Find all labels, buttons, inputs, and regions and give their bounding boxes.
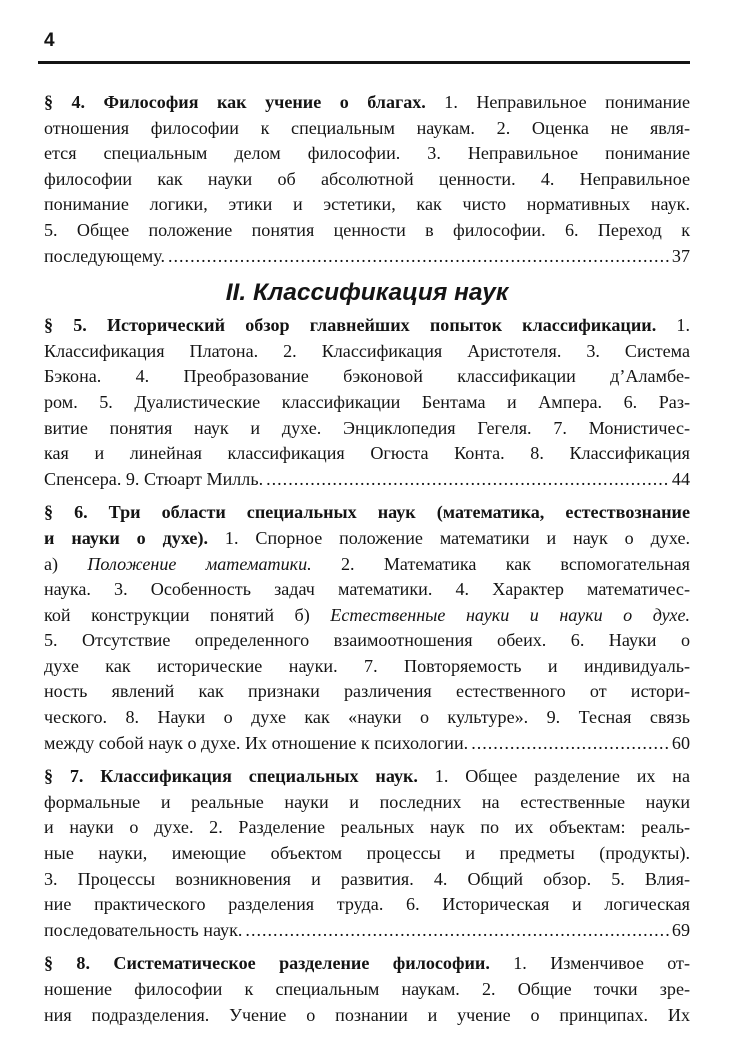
toc-line [44, 500, 690, 526]
entry-text: 1. Общее разделение их на [417, 766, 690, 787]
entry-text: ческого. 8. Науки о духе как «науки о культуре». 9. Тесная связь [44, 707, 690, 728]
entry-text: формальные и реальные науки и последних на естественные науки [44, 791, 690, 812]
toc-line [44, 815, 690, 841]
entry-heading: и науки о духе). [44, 527, 209, 548]
toc-entry [44, 500, 690, 756]
toc-line [44, 603, 690, 629]
toc-line [44, 841, 690, 867]
entry-text: Бэкона. 4. Преобразование бэконовой классификации д’Аламбе- [44, 366, 690, 387]
entries-after [44, 313, 690, 1028]
toc-line [44, 577, 690, 603]
entry-heading: § 5. Исторический обзор главнейших попыток классификации. [44, 315, 657, 336]
toc-entry [44, 90, 690, 269]
toc-line [44, 364, 690, 390]
leader-dots [266, 467, 669, 493]
entry-text: ром. 5. Дуалистические классификации Бентама и Ампера. 6. Раз- [44, 391, 690, 412]
toc-entry [44, 313, 690, 492]
entries-before [44, 90, 690, 269]
entry-page-number: 37 [671, 245, 690, 266]
entry-heading: § 4. Философия как учение о благах. [44, 92, 426, 112]
entry-heading: § 7. Классификация специальных наук. [44, 766, 418, 787]
toc-line [44, 764, 690, 790]
entry-text: философии как науки об абсолютной ценности. 4. Неправильное [44, 168, 690, 189]
entry-text: наука. 3. Особенность задач математики. 4. Характер математичес- [44, 579, 690, 600]
entry-text: а) [44, 553, 88, 574]
entry-heading: § 6. Три области специальных наук (математика, естествознание [44, 502, 690, 523]
toc-content [44, 90, 690, 1036]
toc-line [44, 679, 690, 705]
leader-dots [245, 918, 668, 944]
leader-dots [168, 244, 669, 270]
toc-line [44, 416, 690, 442]
toc-line [44, 867, 690, 893]
entry-text: Классификация Платона. 2. Классификация Аристотеля. 3. Система [44, 340, 690, 361]
toc-entry [44, 764, 690, 943]
toc-line [44, 218, 690, 244]
entry-text: Спенсера. 9. Стюарт Милль. [44, 468, 264, 489]
toc-line [44, 441, 690, 467]
entry-text: ется специальным делом философии. 3. Неправильное понимание [44, 143, 690, 164]
toc-line [44, 390, 690, 416]
toc-line [44, 167, 690, 193]
header-rule [38, 61, 690, 64]
entry-text: 1. Изменчивое от- [489, 953, 690, 974]
toc-line [44, 628, 690, 654]
entry-italic-text: Естественные науки и науки о духе. [330, 604, 690, 625]
entry-text: последовательность наук. [44, 919, 243, 940]
toc-last-line [44, 244, 690, 270]
toc-line [44, 977, 690, 1003]
page-number: 4 [44, 30, 55, 51]
toc-line [44, 339, 690, 365]
toc-line [44, 116, 690, 142]
entry-text: между собой наук о духе. Их отношение к психологии. [44, 732, 469, 753]
entry-text: витие понятия наук и духе. Энциклопедия Гегеля. 7. Монистичес- [44, 417, 690, 438]
toc-line [44, 552, 690, 578]
toc-line [44, 526, 690, 552]
toc-entry [44, 951, 690, 1028]
toc-line [44, 141, 690, 167]
entry-text: 2. Математика как вспомогательная [311, 553, 690, 574]
entry-text: кой конструкции понятий б) [44, 604, 331, 625]
toc-line [44, 654, 690, 680]
toc-last-line [44, 918, 690, 944]
toc-line [44, 313, 690, 339]
entry-text: и науки о духе. 2. Разделение реальных наук по их объектам: реаль- [44, 817, 690, 838]
entry-text: ния подразделения. Учение о познании и учение о принципах. Их [44, 1004, 690, 1025]
entry-text: ние практического разделения труда. 6. Историческая и логическая [44, 894, 690, 915]
entry-text: ные науки, имеющие объектом процессы и предметы (продукты). [44, 843, 690, 864]
entry-text: кая и линейная классификация Огюста Конта. 8. Классификация [44, 443, 690, 464]
entry-text: духе как исторические науки. 7. Повторяемость и индивидуаль- [44, 655, 690, 676]
leader-dots [471, 731, 669, 757]
toc-line [44, 892, 690, 918]
entry-text: понимание логики, этики и эстетики, как чисто нормативных наук. [44, 194, 690, 215]
entry-italic-text: Положение математики. [87, 553, 312, 574]
entry-text: 3. Процессы возникновения и развития. 4. Общий обзор. 5. Влия- [44, 868, 690, 889]
entry-text: 1. Неправильное понимание [425, 92, 690, 112]
entry-text: 5. Общее положение понятия ценности в философии. 6. Переход к [44, 219, 690, 240]
toc-line [44, 790, 690, 816]
toc-line [44, 705, 690, 731]
toc-line [44, 192, 690, 218]
entry-text: ношение философии к специальным наукам. 2. Общие точки зре- [44, 979, 690, 999]
entry-page-number: 44 [671, 468, 690, 489]
entry-page-number: 60 [671, 732, 690, 753]
entry-page-number: 69 [671, 919, 690, 940]
entry-heading: § 8. Систематическое разделение философии. [44, 953, 490, 974]
toc-line [44, 90, 690, 116]
entry-text: последующему. [44, 245, 165, 266]
entry-text: 1. [656, 315, 690, 336]
toc-line [44, 1003, 690, 1029]
entry-text: отношения философии к специальным наукам. 2. Оценка не явля- [44, 117, 690, 138]
toc-line [44, 951, 690, 977]
entry-text: 1. Спорное положение математики и наук о духе. [208, 527, 690, 548]
toc-last-line [44, 731, 690, 757]
entry-text: ность явлений как признаки различения естественного от истори- [44, 681, 690, 702]
toc-last-line [44, 467, 690, 493]
section-title: II. Классификация наук [225, 279, 509, 307]
entry-text: 5. Отсутствие определенного взаимоотношения обеих. 6. Науки о [44, 630, 690, 651]
